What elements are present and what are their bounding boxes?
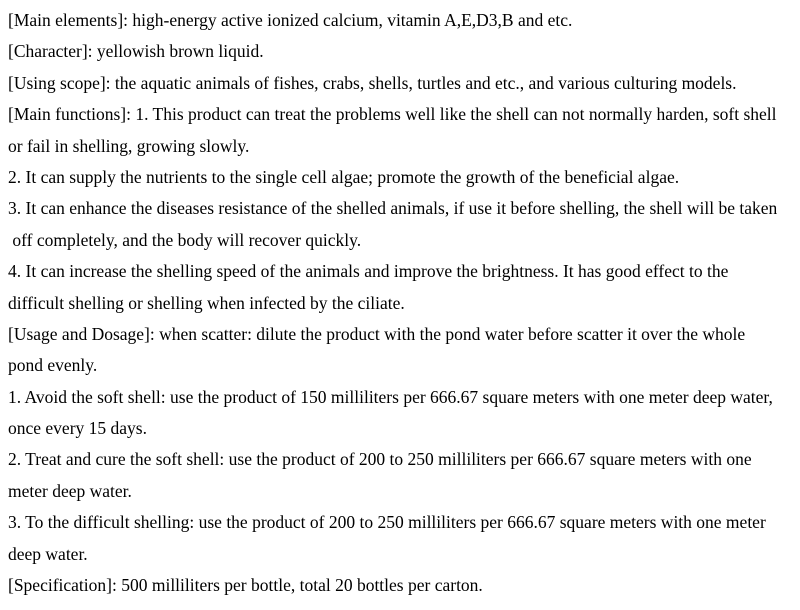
text-line-dosage-2b: meter deep water. — [8, 480, 132, 501]
text-line-usage-dosage-a: [Usage and Dosage]: when scatter: dilute the product with the pond water before scatter it over the whole — [8, 323, 746, 344]
text-line-dosage-2a: 2. Treat and cure the soft shell: use the product of 200 to 250 milliliters per 666.67 square meters with one — [8, 449, 752, 470]
text-line-function-2: 2. It can supply the nutrients to the single cell algae; promote the growth of the beneficial algae. — [8, 166, 680, 187]
text-line-main-functions-1a: [Main functions]: 1. This product can treat the problems well like the shell can not normally harden, soft shell — [8, 104, 777, 125]
text-line-dosage-3b: deep water. — [8, 543, 88, 564]
text-line-usage-dosage-b: pond evenly. — [8, 355, 98, 376]
text-line-function-3a: 3. It can enhance the diseases resistance of the shelled animals, if use it before shelling, the shell will be taken — [8, 198, 778, 219]
text-line-dosage-1b: once every 15 days. — [8, 418, 147, 439]
text-line-function-4a: 4. It can increase the shelling speed of the animals and improve the brightness. It has good effect to the — [8, 261, 729, 282]
text-line-specification: [Specification]: 500 milliliters per bottle, total 20 bottles per carton. — [8, 575, 483, 596]
text-line-main-elements: [Main elements]: high-energy active ionized calcium, vitamin A,E,D3,B and etc. — [8, 10, 573, 30]
text-line-dosage-1a: 1. Avoid the soft shell: use the product of 150 milliliters per 666.67 square meters with one meter deep water, — [8, 386, 773, 407]
text-line-dosage-3a: 3. To the difficult shelling: use the product of 200 to 250 milliliters per 666.67 square meters with one meter — [8, 512, 766, 533]
text-line-using-scope: [Using scope]: the aquatic animals of fishes, crabs, shells, turtles and etc., and various culturing models. — [8, 72, 737, 93]
text-line-character: [Character]: yellowish brown liquid. — [8, 41, 264, 62]
text-line-main-functions-1b: or fail in shelling, growing slowly. — [8, 135, 250, 156]
text-line-function-3b: off completely, and the body will recover quickly. — [8, 229, 362, 250]
text-line-function-4b: difficult shelling or shelling when infected by the ciliate. — [8, 292, 405, 313]
